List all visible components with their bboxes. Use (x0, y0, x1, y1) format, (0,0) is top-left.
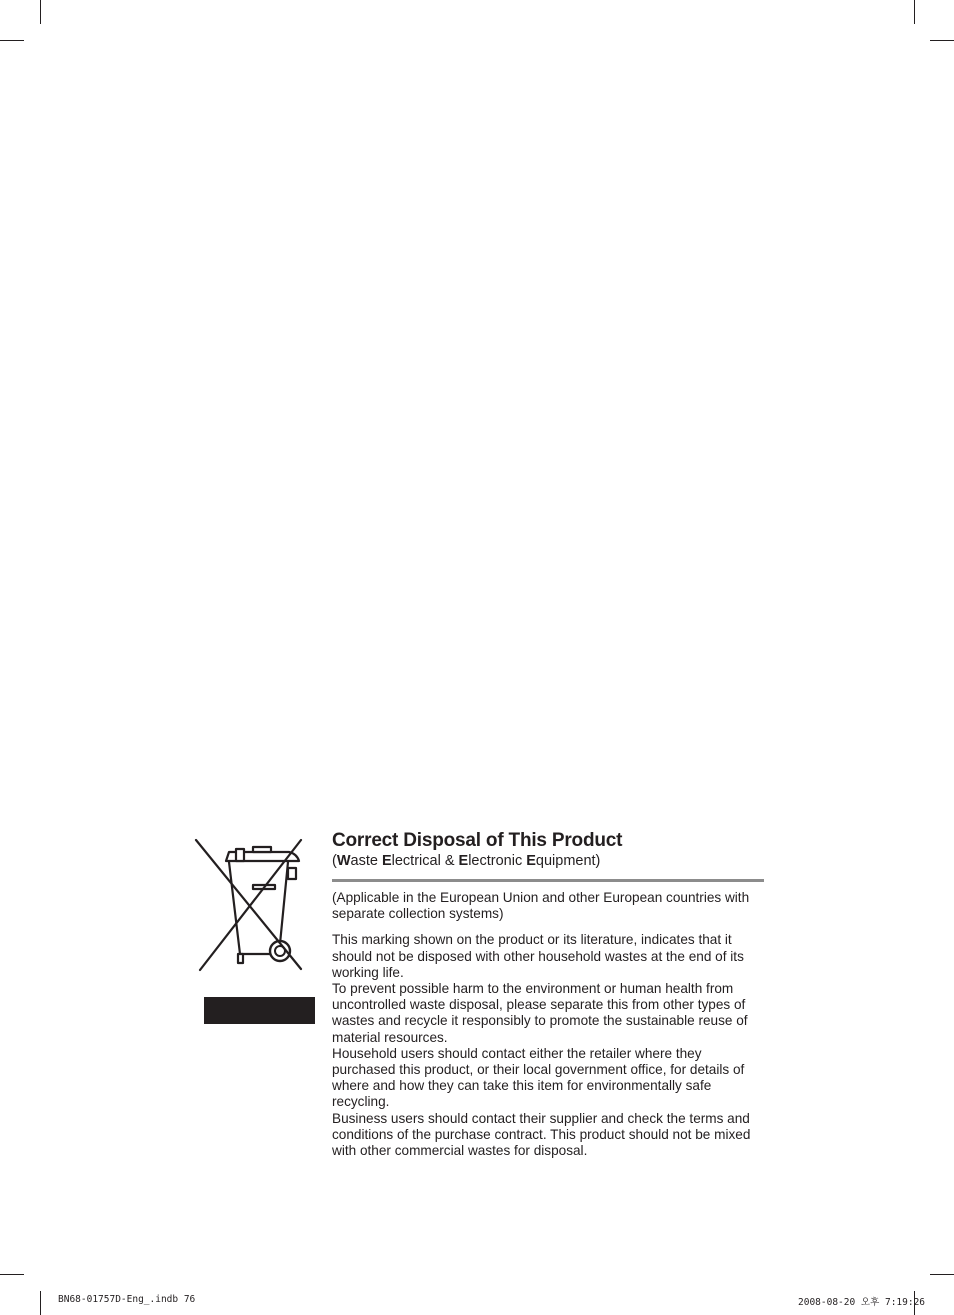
paragraph: This marking shown on the product or its literature, indicates that it should not be disposed with other household wastes at the end of its working life. (332, 932, 744, 980)
crop-mark (930, 40, 954, 41)
crop-mark (0, 40, 24, 41)
footer-file-info: BN68-01757D-Eng_.indb 76 (58, 1294, 196, 1305)
black-bar (204, 997, 315, 1024)
body-text (332, 932, 764, 1159)
paragraph: To prevent possible harm to the environment or human health from uncontrolled waste disposal, please separate this from other types of wastes and recycle it responsibly to promote the sustainable reuse of material resources. (332, 981, 748, 1045)
divider (332, 879, 764, 882)
footer-timestamp: 2008-08-20 오후 7:19:26 (798, 1297, 926, 1308)
crossed-out-wheelie-bin-icon (193, 838, 305, 972)
crop-mark (40, 1291, 41, 1315)
crop-mark (0, 1274, 24, 1275)
applicable-note: (Applicable in the European Union and other European countries with separate collection systems) (332, 890, 750, 922)
subtitle: (Waste Electrical & Electronic Equipment) (332, 853, 601, 869)
paragraph: Business users should contact their supplier and check the terms and conditions of the purchase contract. This product should not be mixed with other commercial wastes for disposal. (332, 1110, 751, 1159)
crop-mark (914, 0, 915, 24)
crop-mark (930, 1274, 954, 1275)
disposal-notice (332, 830, 764, 1159)
crop-mark (40, 0, 41, 24)
page-title: Correct Disposal of This Product (332, 830, 623, 851)
paragraph: Household users should contact either the retailer where they purchased this product, or their local government office, for details of where and how they can take this item for environmentally safe recycling. (332, 1045, 745, 1110)
